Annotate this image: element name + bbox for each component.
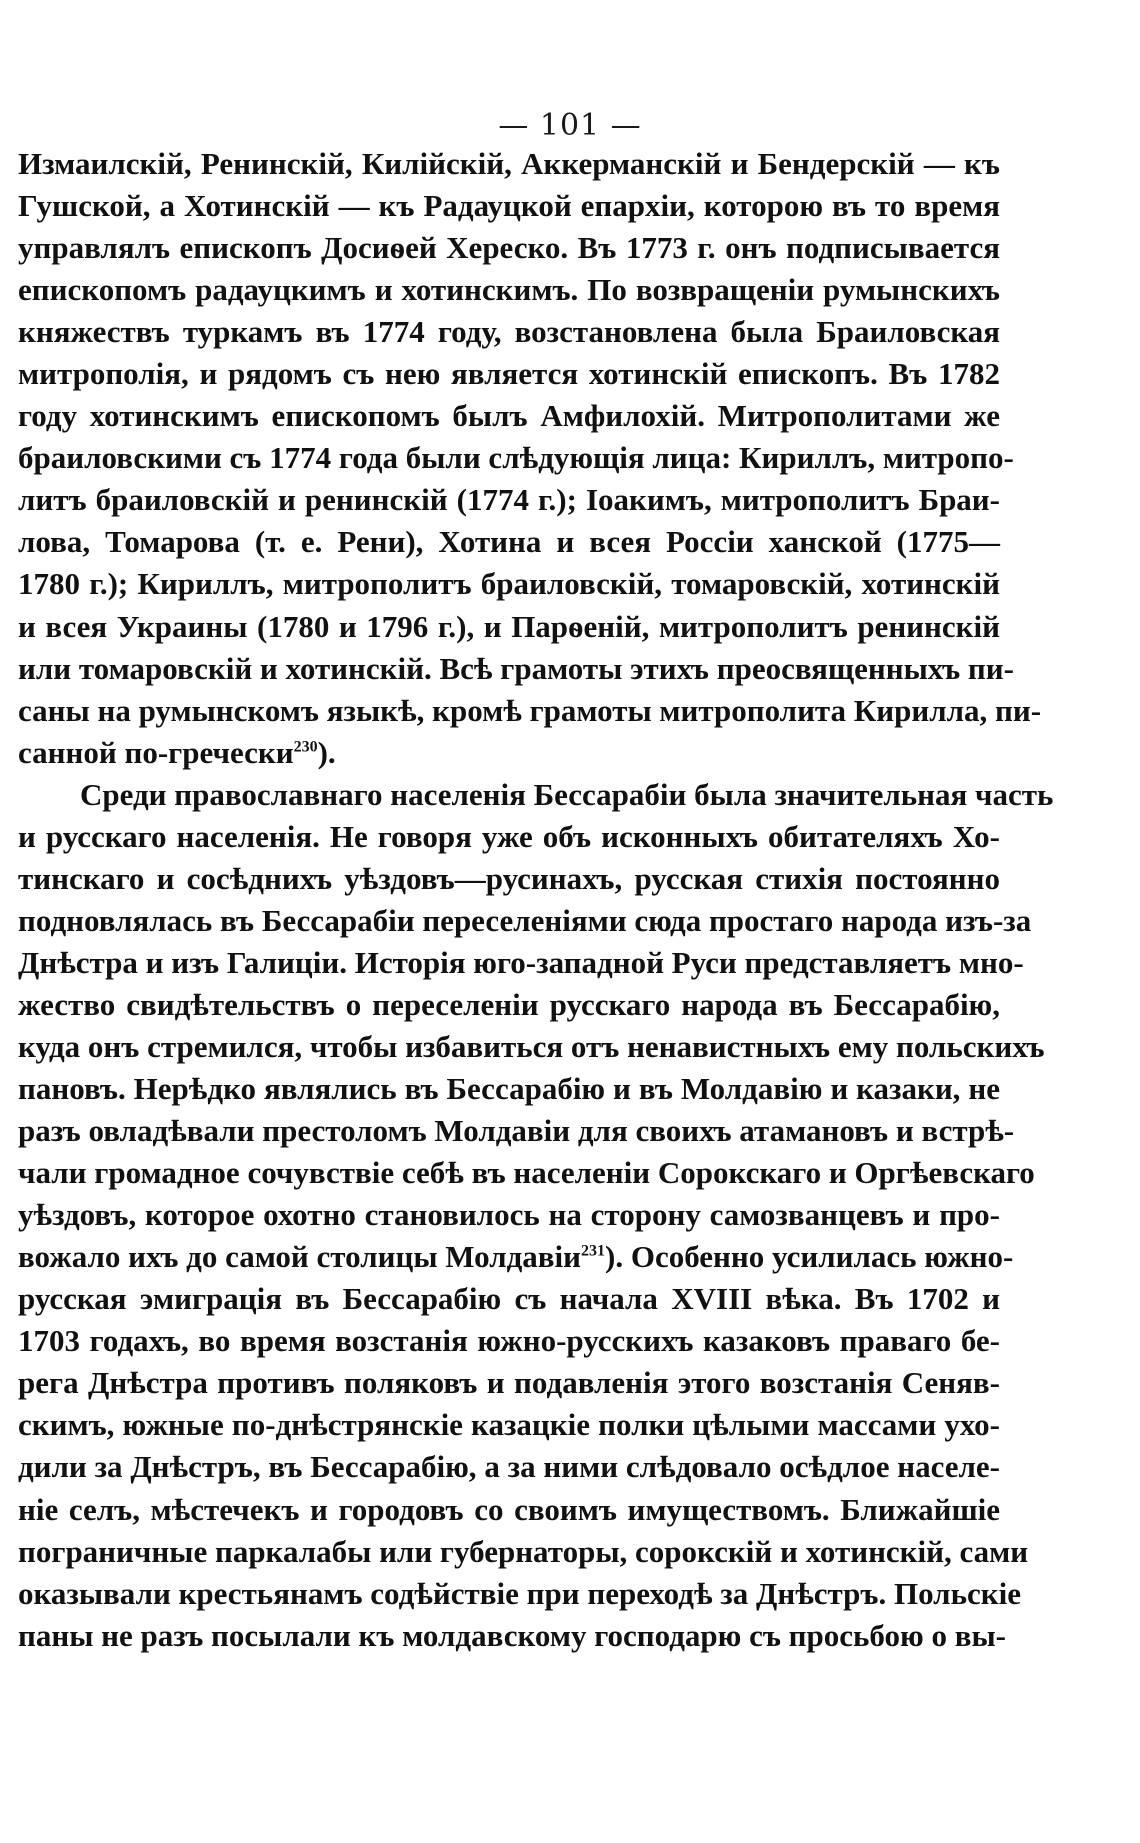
text-line <box>18 395 1000 437</box>
line-text: Гушской, а Хотинскій — къ Радауцкой епархіи, которою въ то время <box>18 188 1000 224</box>
line-text: году хотинскимъ епископомъ былъ Амфилохій. Митрополитами же <box>18 398 1000 434</box>
line-text: пограничные паркалабы или губернаторы, сорокскій и хотинскій, сами <box>18 1533 1029 1569</box>
line-text: скимъ, южные по-днѣстрянскіе казацкіе полки цѣлыми массами ухо- <box>18 1407 1000 1443</box>
line-text: Днѣстра и изъ Галиціи. Исторія юго-западной Руси представляетъ мно- <box>18 944 1024 980</box>
text-line <box>18 1320 1000 1362</box>
line-text: санной по-гречески <box>18 734 294 770</box>
text-line <box>18 690 1042 732</box>
text-line <box>18 1404 1000 1446</box>
text-line <box>18 521 1000 563</box>
line-text: и всея Украины (1780 и 1796 г.), и Парѳеній, митрополитъ ренинскій <box>18 608 1000 644</box>
line-text: Измаилскій, Ренинскій, Килійскій, Аккерманскій и Бендерскій — къ <box>18 146 1000 181</box>
text-line <box>18 269 1000 311</box>
body-text <box>18 143 1054 1657</box>
line-text: разъ овладѣвали престоломъ Молдавіи для своихъ атамановъ и встрѣ- <box>18 1113 1015 1149</box>
paragraph <box>18 143 1042 774</box>
text-line <box>18 1362 1000 1404</box>
line-text: лова, Томарова (т. е. Рени), Хотина и всея Россіи ханской (1775— <box>18 524 1000 560</box>
text-line <box>18 353 1000 395</box>
footnote-marker[interactable]: 230 <box>293 738 318 756</box>
line-text: управлялъ епископъ Досиѳей Хереско. Въ 1773 г. онъ подписывается <box>18 230 1000 266</box>
footnote-marker[interactable]: 231 <box>581 1242 606 1260</box>
line-text: ніе селъ, мѣстечекъ и городовъ со своимъ имуществомъ. Ближайшіе <box>18 1491 1000 1527</box>
text-line <box>18 1531 1029 1573</box>
text-line <box>18 563 1000 605</box>
text-line <box>18 732 1000 774</box>
text-line <box>18 606 1000 648</box>
line-text: пановъ. Нерѣдко являлись въ Бессарабію и въ Молдавію и казаки, не <box>18 1071 1000 1107</box>
text-line <box>18 143 1000 185</box>
line-text-tail: ). Особенно усилилась южно- <box>605 1239 1014 1275</box>
line-text: дили за Днѣстръ, въ Бессарабію, а за ними слѣдовало осѣдлое населе- <box>18 1449 1000 1485</box>
paragraph <box>18 774 1054 1657</box>
text-line <box>18 1152 1035 1194</box>
text-line <box>18 311 1000 353</box>
text-line <box>18 437 1014 479</box>
line-text: Среди православнаго населенія Бессарабіи была значительная часть <box>80 776 1054 812</box>
line-text: жество свидѣтельствъ о переселеніи русскаго народа въ Бессарабію, <box>18 986 1000 1022</box>
text-line <box>18 858 1000 900</box>
line-text: или томаровскій и хотинскій. Всѣ грамоты этихъ преосвященныхъ пи- <box>18 650 1014 686</box>
text-line <box>18 984 1000 1026</box>
text-line <box>18 227 1000 269</box>
text-line <box>18 1615 1006 1657</box>
line-text: княжествъ туркамъ въ 1774 году, возстановлена была Браиловская <box>18 314 1000 350</box>
line-text: уѣздовъ, которое охотно становилось на сторону самозванцевъ и про- <box>18 1197 1000 1233</box>
line-text: литъ браиловскій и ренинскій (1774 г.); Іоакимъ, митрополитъ Браи- <box>18 482 1000 518</box>
text-line <box>18 774 1054 816</box>
text-line <box>18 1026 1045 1068</box>
text-line <box>18 648 1014 690</box>
line-text: 1703 годахъ, во время возстанія южно-русскихъ казаковъ праваго бе- <box>18 1323 1000 1359</box>
text-line <box>18 1110 1015 1152</box>
line-text: тинскаго и сосѣднихъ уѣздовъ—русинахъ, русская стихія постоянно <box>18 860 1000 896</box>
page-number: — 101 — <box>498 108 642 143</box>
line-text: епископомъ радауцкимъ и хотинскимъ. По возвращеніи румынскихъ <box>18 272 1000 308</box>
line-text: вожало ихъ до самой столицы Молдавіи <box>18 1239 582 1275</box>
line-text: паны не разъ посылали къ молдавскому господарю съ просьбою о вы- <box>18 1617 1006 1653</box>
line-text: оказывали крестьянамъ содѣйствіе при переходѣ за Днѣстръ. Польскіе <box>18 1575 1021 1611</box>
line-text: браиловскими съ 1774 года были слѣдующія лица: Кириллъ, митропо- <box>18 440 1014 476</box>
line-text: подновлялась въ Бессарабіи переселеніями сюда простаго народа изъ-за <box>18 902 1032 938</box>
line-text: 1780 г.); Кириллъ, митрополитъ браиловскій, томаровскій, хотинскій <box>18 566 1000 602</box>
text-line <box>18 185 1000 227</box>
text-line <box>18 942 1024 984</box>
line-text: и русскаго населенія. Не говоря уже объ исконныхъ обитателяхъ Хо- <box>18 818 1000 854</box>
line-text: русская эмиграція въ Бессарабію съ начала XVIII вѣка. Въ 1702 и <box>18 1281 1000 1317</box>
text-line <box>18 900 1032 942</box>
line-text: куда онъ стремился, чтобы избавиться отъ ненавистныхъ ему польскихъ <box>18 1028 1045 1064</box>
line-text: рега Днѣстра противъ поляковъ и подавленія этого возстанія Сеняв- <box>18 1365 1000 1401</box>
text-line <box>18 1489 1000 1531</box>
line-text: саны на румынскомъ языкѣ, кромѣ грамоты митрополита Кирилла, пи- <box>18 692 1042 728</box>
text-line <box>18 1236 1014 1278</box>
text-line <box>18 816 1000 858</box>
text-line <box>18 1068 1000 1110</box>
text-line <box>18 479 1000 521</box>
text-line <box>18 1194 1000 1236</box>
line-text: чали громадное сочувствіе себѣ въ населеніи Сорокскаго и Оргѣевскаго <box>18 1155 1035 1191</box>
text-line <box>18 1446 1000 1488</box>
text-line <box>18 1573 1021 1615</box>
line-text: митрополія, и рядомъ съ нею является хотинскій епископъ. Въ 1782 <box>18 356 1000 392</box>
line-text-tail: ). <box>317 734 336 770</box>
text-line <box>18 1278 1000 1320</box>
